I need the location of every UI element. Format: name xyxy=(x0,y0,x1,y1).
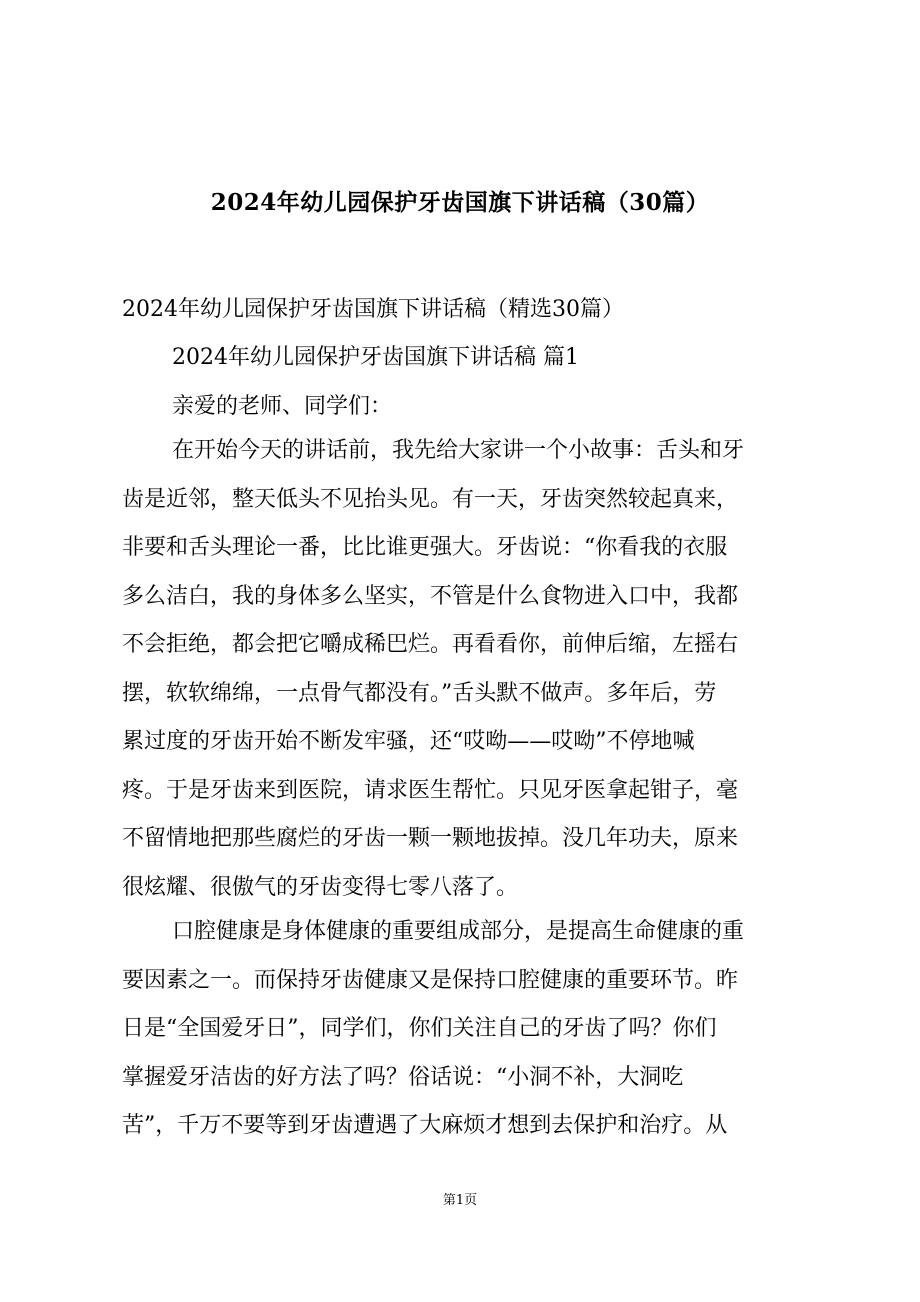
paragraph-line: 疼。于是牙齿来到医院，请求医生帮忙。只见牙医拿起钳子，毫 xyxy=(122,777,739,803)
paragraph-line: 很炫耀、很傲气的牙齿变得七零八落了。 xyxy=(122,874,519,900)
document-subtitle: 2024年幼儿园保护牙齿国旗下讲话稿（精选30篇） xyxy=(122,297,624,322)
paragraph-line: 在开始今天的讲话前，我先给大家讲一个小故事：舌头和牙 xyxy=(172,438,745,463)
paragraph-line: 累过度的牙齿开始不断发牢骚，还“哎呦——哎呦”不停地喊 xyxy=(122,729,695,754)
paragraph-line: 要因素之一。而保持牙齿健康又是保持口腔健康的重要环节。昨 xyxy=(122,967,739,993)
paragraph-line: 掌握爱牙洁齿的好方法了吗？俗话说：“小洞不补，大洞吃 xyxy=(122,1064,684,1090)
paragraph-line: 不会拒绝，都会把它嚼成稀巴烂。再看看你，前伸后缩，左摇右 xyxy=(122,632,739,657)
salutation: 亲爱的老师、同学们： xyxy=(172,394,393,419)
paragraph-story xyxy=(122,427,822,912)
paragraph-line: 多么洁白，我的身体多么坚实，不管是什么食物进入口中，我都 xyxy=(122,583,739,609)
section-heading: 2024年幼儿园保护牙齿国旗下讲话稿 篇1 xyxy=(172,345,579,370)
document-title: 2024年幼儿园保护牙齿国旗下讲话稿（30篇） xyxy=(210,189,710,216)
paragraph-line: 日是“全国爱牙日”，同学们，你们关注自己的牙齿了吗？你们 xyxy=(122,1016,717,1041)
paragraph-line: 苦”，千万不要等到牙齿遭遇了大麻烦才想到去保护和治疗。从 xyxy=(122,1113,728,1138)
page-number: 第1页 xyxy=(442,1193,478,1208)
paragraph-line: 不留情地把那些腐烂的牙齿一颗一颗地拔掉。没几年功夫，原来 xyxy=(122,826,739,851)
paragraph-line: 齿是近邻，整天低头不见抬头见。有一天，牙齿突然较起真来， xyxy=(122,486,739,512)
paragraph-line: 非要和舌头理论一番，比比谁更强大。牙齿说：“你看我的衣服 xyxy=(122,535,728,560)
paragraph-oral-health xyxy=(122,908,822,1151)
paragraph-line: 口腔健康是身体健康的重要组成部分，是提高生命健康的重 xyxy=(172,919,745,944)
paragraph-line: 摆，软软绵绵，一点骨气都没有。”舌头默不做声。多年后，劳 xyxy=(122,680,717,706)
